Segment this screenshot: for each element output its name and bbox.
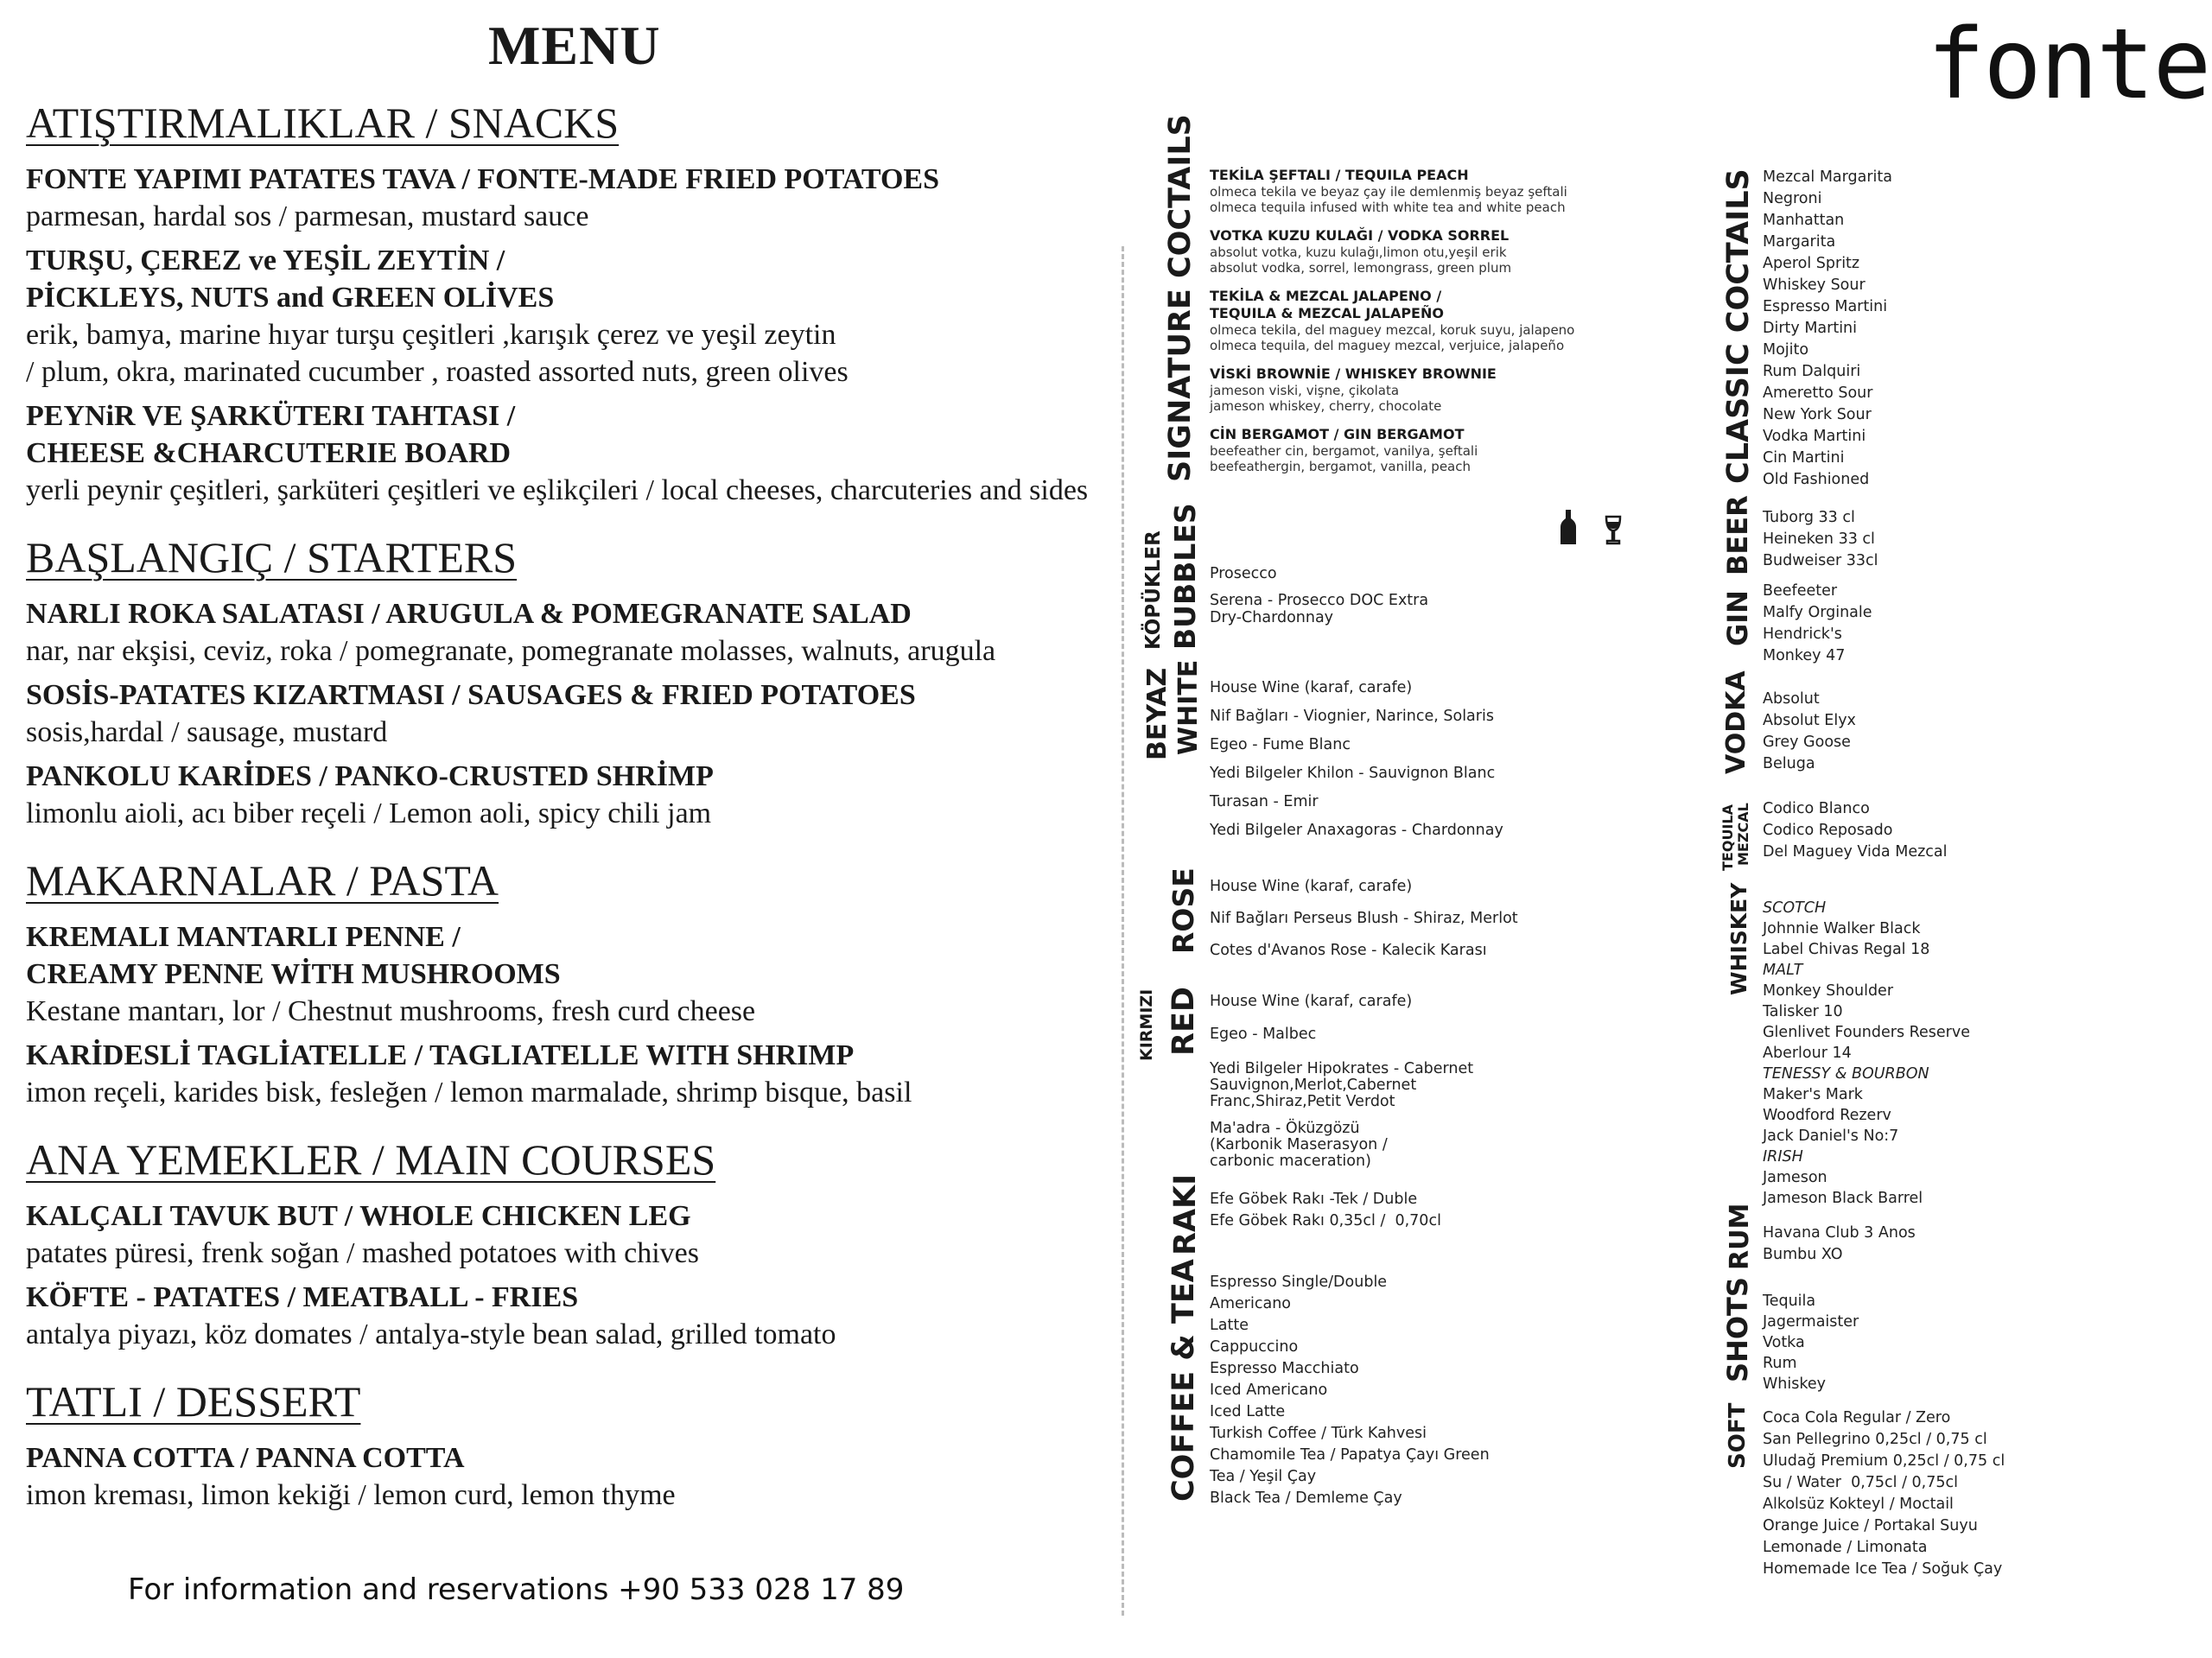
- coffee-tea-label: COFFEE & TEA: [1166, 1259, 1201, 1502]
- gin-label: GIN: [1721, 590, 1754, 646]
- wine-glass-icon: [1604, 515, 1623, 546]
- list-item: New York Sour: [1763, 406, 1872, 423]
- list-item: Espresso Martini: [1763, 298, 1888, 315]
- dish-item: [26, 918, 1097, 1030]
- dish-name: PANNA COTTA / PANNA COTTA: [26, 1442, 465, 1474]
- cocktail-description: absolut votka, kuzu kulağı,limon otu,yeşil erik: [1210, 245, 1507, 260]
- cocktail-name: TEKİLA & MEZCAL JALAPENO / TEQUILA & MEZCAL JALAPEÑO: [1210, 288, 1444, 321]
- gin-list: [1763, 581, 1872, 667]
- list-subheading: IRISH: [1763, 1148, 1803, 1166]
- red-label: RED: [1166, 987, 1201, 1056]
- fonte-logo: fonte: [1927, 9, 2210, 121]
- list-item: Ameretto Sour: [1763, 384, 1873, 402]
- dish-name: PEYNiR VE ŞARKÜTERI TAHTASI / CHEESE &CHARCUTERIE BOARD: [26, 400, 516, 469]
- list-item: Malfy Orginale: [1763, 604, 1872, 621]
- list-item: Jameson: [1763, 1169, 1827, 1186]
- list-item: Efe Göbek Rakı -Tek / Duble: [1210, 1191, 1418, 1208]
- food-menu: [26, 97, 1097, 1521]
- dish-name: FONTE YAPIMI PATATES TAVA / FONTE-MADE FRIED POTATOES: [26, 163, 940, 195]
- raki-label: RAKI: [1168, 1173, 1203, 1255]
- list-item: Aberlour 14: [1763, 1045, 1852, 1062]
- list-item: Dirty Martini: [1763, 320, 1858, 337]
- list-item: Votka: [1763, 1334, 1805, 1351]
- list-item: Yedi Bilgeler Anaxagoras - Chardonnay: [1210, 822, 1503, 839]
- dish-description: limonlu aioli, acı biber reçeli / Lemon aoli, spicy chili jam: [26, 797, 712, 829]
- dish-description: imon reçeli, karides bisk, fesleğen / lemon marmalade, shrimp bisque, basil: [26, 1077, 912, 1109]
- red-label-tr: KIRMIZI: [1137, 988, 1156, 1061]
- rose-label: ROSE: [1166, 867, 1200, 954]
- list-item: Cappuccino: [1210, 1338, 1299, 1356]
- rum-list: [1763, 1223, 1916, 1266]
- vodka-list: [1763, 689, 1856, 775]
- category-heading: BAŞLANGIÇ / STARTERS: [26, 533, 518, 581]
- dish-name: KARİDESLİ TAGLİATELLE / TAGLIATELLE WITH SHRIMP: [26, 1039, 855, 1071]
- cocktail-item: [1210, 365, 1574, 414]
- tequila-label: TEQUILA: [1719, 804, 1736, 871]
- dish-name: KALÇALI TAVUK BUT / WHOLE CHICKEN LEG: [26, 1200, 691, 1232]
- classic-cocktails-list: [1763, 167, 1892, 491]
- list-item: Beefeeter: [1763, 582, 1838, 600]
- white-label: WHITE: [1173, 659, 1204, 755]
- category-heading: ATIŞTIRMALIKLAR / SNACKS: [26, 98, 620, 147]
- dish-item: [26, 758, 1097, 832]
- tequila-mezcal-list: [1763, 798, 1947, 863]
- list-item: Monkey 47: [1763, 647, 1846, 664]
- list-item: Grey Goose: [1763, 734, 1851, 751]
- cocktail-item: [1210, 227, 1574, 276]
- cocktail-description: beefeather cin, bergamot, vanilya, şeftali: [1210, 443, 1478, 459]
- dish-description: / plum, okra, marinated cucumber , roasted assorted nuts, green olives: [26, 356, 849, 388]
- cocktail-name: VOTKA KUZU KULAĞI / VODKA SORREL: [1210, 227, 1510, 244]
- reservation-footer: For information and reservations +90 533 028 17 89: [128, 1572, 905, 1607]
- list-item: Alkolsüz Kokteyl / Moctail: [1763, 1496, 1954, 1513]
- list-item: House Wine (karaf, carafe): [1210, 993, 1413, 1010]
- coffee-tea-list: [1210, 1272, 1490, 1509]
- list-item: San Pellegrino 0,25cl / 0,75 cl: [1763, 1431, 1987, 1448]
- cocktail-item: [1210, 167, 1574, 215]
- category-heading: MAKARNALAR / PASTA: [26, 856, 499, 905]
- list-item: Codico Reposado: [1763, 822, 1893, 839]
- list-item: Jagermaister: [1763, 1313, 1859, 1331]
- dish-description: antalya piyazı, köz domates / antalya-style bean salad, grilled tomato: [26, 1318, 836, 1350]
- list-item: Glenlivet Founders Reserve: [1763, 1024, 1970, 1041]
- dish-name: KREMALI MANTARLI PENNE / CREAMY PENNE WİTH MUSHROOMS: [26, 921, 561, 990]
- list-item: Margarita: [1763, 233, 1836, 251]
- dish-item: [26, 1037, 1097, 1111]
- list-item: Manhattan: [1763, 212, 1845, 229]
- list-item: Serena - Prosecco DOC Extra Dry-Chardonnay: [1210, 592, 1429, 626]
- dish-description: Kestane mantarı, lor / Chestnut mushrooms, fresh curd cheese: [26, 995, 756, 1027]
- list-item: Rum: [1763, 1355, 1797, 1372]
- list-item: Cotes d'Avanos Rose - Kalecik Karası: [1210, 942, 1487, 959]
- list-item: Yedi Bilgeler Hipokrates - Cabernet Sauvignon,Merlot,Cabernet Franc,Shiraz,Petit Verdot: [1210, 1060, 1474, 1110]
- list-subheading: TENESSY & BOURBON: [1763, 1065, 1929, 1083]
- white-wine-list: [1210, 674, 1503, 845]
- whiskey-list: [1763, 898, 1970, 1209]
- soft-label: SOFT: [1725, 1402, 1751, 1469]
- red-wine-list: [1210, 985, 1473, 1178]
- list-item: Budweiser 33cl: [1763, 552, 1878, 569]
- mezcal-label: MEZCAL: [1735, 803, 1751, 866]
- wine-bottle-icon: [1559, 508, 1578, 546]
- list-item: Aperol Spritz: [1763, 255, 1860, 272]
- dish-item: [26, 1439, 1097, 1514]
- list-item: Tea / Yeşil Çay: [1210, 1468, 1317, 1485]
- whiskey-label: WHISKEY: [1726, 882, 1751, 995]
- cocktail-description: beefeathergin, bergamot, vanilla, peach: [1210, 459, 1471, 474]
- list-item: Jack Daniel's No:7: [1763, 1128, 1899, 1145]
- dish-description: parmesan, hardal sos / parmesan, mustard sauce: [26, 200, 589, 232]
- dish-item: [26, 1279, 1097, 1353]
- list-item: Absolut: [1763, 690, 1820, 708]
- dish-name: TURŞU, ÇEREZ ve YEŞİL ZEYTİN / PİCKLEYS, NUTS and GREEN OLİVES: [26, 245, 555, 314]
- list-item: Whiskey: [1763, 1375, 1827, 1393]
- list-item: Jameson Black Barrel: [1763, 1190, 1923, 1207]
- shots-label: SHOTS: [1721, 1277, 1754, 1382]
- classic-label: CLASSIC COCTAILS: [1721, 168, 1756, 484]
- list-item: Chamomile Tea / Papatya Çayı Green: [1210, 1446, 1490, 1464]
- list-item: Label Chivas Regal 18: [1763, 941, 1930, 958]
- list-item: Woodford Rezerv: [1763, 1107, 1891, 1124]
- list-item: Old Fashioned: [1763, 471, 1870, 488]
- rum-label: RUM: [1725, 1203, 1755, 1270]
- signature-cocktails-list: [1210, 167, 1574, 486]
- vodka-label: VODKA: [1721, 670, 1751, 774]
- list-item: Nif Bağları Perseus Blush - Shiraz, Merlot: [1210, 910, 1518, 927]
- fold-divider: [1122, 246, 1124, 1616]
- cocktail-description: jameson viski, vişne, çikolata: [1210, 383, 1400, 398]
- cocktail-description: olmeca tekila, del maguey mezcal, koruk suyu, jalapeno: [1210, 322, 1575, 338]
- list-item: Whiskey Sour: [1763, 276, 1866, 294]
- list-item: Turkish Coffee / Türk Kahvesi: [1210, 1425, 1427, 1442]
- list-item: Iced Americano: [1210, 1382, 1328, 1399]
- cocktail-item: [1210, 288, 1574, 353]
- list-item: Latte: [1210, 1317, 1249, 1334]
- list-item: Negroni: [1763, 190, 1822, 207]
- list-item: Homemade Ice Tea / Soğuk Çay: [1763, 1560, 2003, 1578]
- cocktail-name: VİSKİ BROWNİE / WHISKEY BROWNIE: [1210, 365, 1497, 382]
- list-item: Rum Dalquiri: [1763, 363, 1861, 380]
- dish-item: [26, 397, 1097, 509]
- list-item: Egeo - Fume Blanc: [1210, 736, 1351, 753]
- dish-description: sosis,hardal / sausage, mustard: [26, 716, 388, 748]
- list-item: Americano: [1210, 1295, 1291, 1312]
- dish-description: nar, nar ekşisi, ceviz, roka / pomegranate, pomegranate molasses, walnuts, arugula: [26, 635, 996, 667]
- list-item: Espresso Single/Double: [1210, 1274, 1388, 1291]
- list-item: Black Tea / Demleme Çay: [1210, 1490, 1402, 1507]
- bubbles-list: [1210, 563, 1428, 633]
- list-item: Maker's Mark: [1763, 1086, 1863, 1103]
- list-item: Turasan - Emir: [1210, 793, 1319, 810]
- bubbles-label-tr: KÖPÜKLER: [1142, 530, 1165, 650]
- list-item: Del Maguey Vida Mezcal: [1763, 843, 1948, 861]
- category-heading: ANA YEMEKLER / MAIN COURSES: [26, 1135, 716, 1184]
- list-item: Iced Latte: [1210, 1403, 1286, 1420]
- list-item: Bumbu XO: [1763, 1246, 1843, 1263]
- cocktail-description: olmeca tekila ve beyaz çay ile demlenmiş beyaz şeftali: [1210, 184, 1567, 200]
- dish-item: [26, 1197, 1097, 1272]
- dish-item: [26, 677, 1097, 751]
- beer-list: [1763, 507, 1878, 572]
- list-item: Havana Club 3 Anos: [1763, 1224, 1916, 1242]
- dish-name: KÖFTE - PATATES / MEATBALL - FRIES: [26, 1281, 579, 1313]
- list-item: Mojito: [1763, 341, 1809, 359]
- dish-name: PANKOLU KARİDES / PANKO-CRUSTED SHRİMP: [26, 760, 714, 792]
- list-item: Yedi Bilgeler Khilon - Sauvignon Blanc: [1210, 765, 1496, 782]
- cocktail-description: olmeca tequila, del maguey mezcal, verjuice, jalapeño: [1210, 338, 1565, 353]
- dish-item: [26, 242, 1097, 391]
- white-label-tr: BEYAZ: [1142, 667, 1173, 760]
- list-item: House Wine (karaf, carafe): [1210, 878, 1413, 895]
- dish-item: [26, 161, 1097, 235]
- list-item: Egeo - Malbec: [1210, 1026, 1317, 1043]
- list-item: Mezcal Margarita: [1763, 168, 1893, 186]
- category-heading: TATLI / DESSERT: [26, 1377, 361, 1426]
- cocktail-description: jameson whiskey, cherry, chocolate: [1210, 398, 1442, 414]
- list-item: Talisker 10: [1763, 1003, 1843, 1020]
- list-item: Espresso Macchiato: [1210, 1360, 1359, 1377]
- dish-name: SOSİS-PATATES KIZARTMASI / SAUSAGES & FRIED POTATOES: [26, 679, 916, 711]
- list-item: House Wine (karaf, carafe): [1210, 679, 1413, 696]
- list-item: Ma'adra - Öküzgözü (Karbonik Maserasyon / carbonic maceration): [1210, 1120, 1388, 1170]
- list-item: Vodka Martini: [1763, 428, 1866, 445]
- list-item: Beluga: [1763, 755, 1815, 772]
- list-item: Nif Bağları - Viognier, Narince, Solaris: [1210, 708, 1494, 725]
- list-item: Tuborg 33 cl: [1763, 509, 1855, 526]
- list-item: Uludağ Premium 0,25cl / 0,75 cl: [1763, 1452, 2005, 1470]
- list-subheading: MALT: [1763, 962, 1803, 979]
- shots-list: [1763, 1291, 1859, 1394]
- bubbles-label: BUBBLES: [1168, 503, 1202, 650]
- dish-description: erik, bamya, marine hıyar turşu çeşitleri ,karışık çerez ve yeşil zeytin: [26, 319, 836, 351]
- list-item: Hendrick's: [1763, 626, 1842, 643]
- list-item: Heineken 33 cl: [1763, 530, 1875, 548]
- menu-title: MENU: [488, 15, 661, 76]
- soft-drinks-list: [1763, 1407, 2005, 1580]
- dish-description: yerli peynir çeşitleri, şarküteri çeşitleri ve eşlikçileri / local cheeses, charcuteries and sides: [26, 474, 1089, 506]
- list-item: Absolut Elyx: [1763, 712, 1856, 729]
- list-item: Johnnie Walker Black: [1763, 920, 1921, 937]
- cocktail-item: [1210, 426, 1574, 474]
- list-subheading: SCOTCH: [1763, 899, 1827, 917]
- beer-label: BEER: [1721, 495, 1754, 575]
- list-item: Codico Blanco: [1763, 800, 1870, 817]
- list-item: Lemonade / Limonata: [1763, 1539, 1928, 1556]
- list-item: Monkey Shoulder: [1763, 982, 1894, 1000]
- cocktail-description: olmeca tequila infused with white tea and white peach: [1210, 200, 1566, 215]
- rose-wine-list: [1210, 871, 1518, 967]
- dish-item: [26, 595, 1097, 670]
- dish-description: patates püresi, frenk soğan / mashed potatoes with chives: [26, 1237, 699, 1269]
- list-item: Coca Cola Regular / Zero: [1763, 1409, 1951, 1426]
- signature-label: SIGNATURE COCTAILS: [1163, 114, 1198, 482]
- cocktail-name: TEKİLA ŞEFTALI / TEQUILA PEACH: [1210, 167, 1469, 183]
- cocktail-description: absolut vodka, sorrel, lemongrass, green plum: [1210, 260, 1512, 276]
- list-item: Tequila: [1763, 1293, 1816, 1310]
- cocktail-name: CİN BERGAMOT / GIN BERGAMOT: [1210, 426, 1465, 442]
- list-item: Orange Juice / Portakal Suyu: [1763, 1517, 1978, 1534]
- raki-list: [1210, 1189, 1441, 1232]
- list-item: Efe Göbek Rakı 0,35cl / 0,70cl: [1210, 1212, 1441, 1229]
- dish-name: NARLI ROKA SALATASI / ARUGULA & POMEGRANATE SALAD: [26, 598, 912, 630]
- list-item: Su / Water 0,75cl / 0,75cl: [1763, 1474, 1958, 1491]
- dish-description: imon kreması, limon kekiği / lemon curd, lemon thyme: [26, 1479, 676, 1511]
- list-item: Prosecco: [1210, 565, 1277, 582]
- list-item: Cin Martini: [1763, 449, 1845, 467]
